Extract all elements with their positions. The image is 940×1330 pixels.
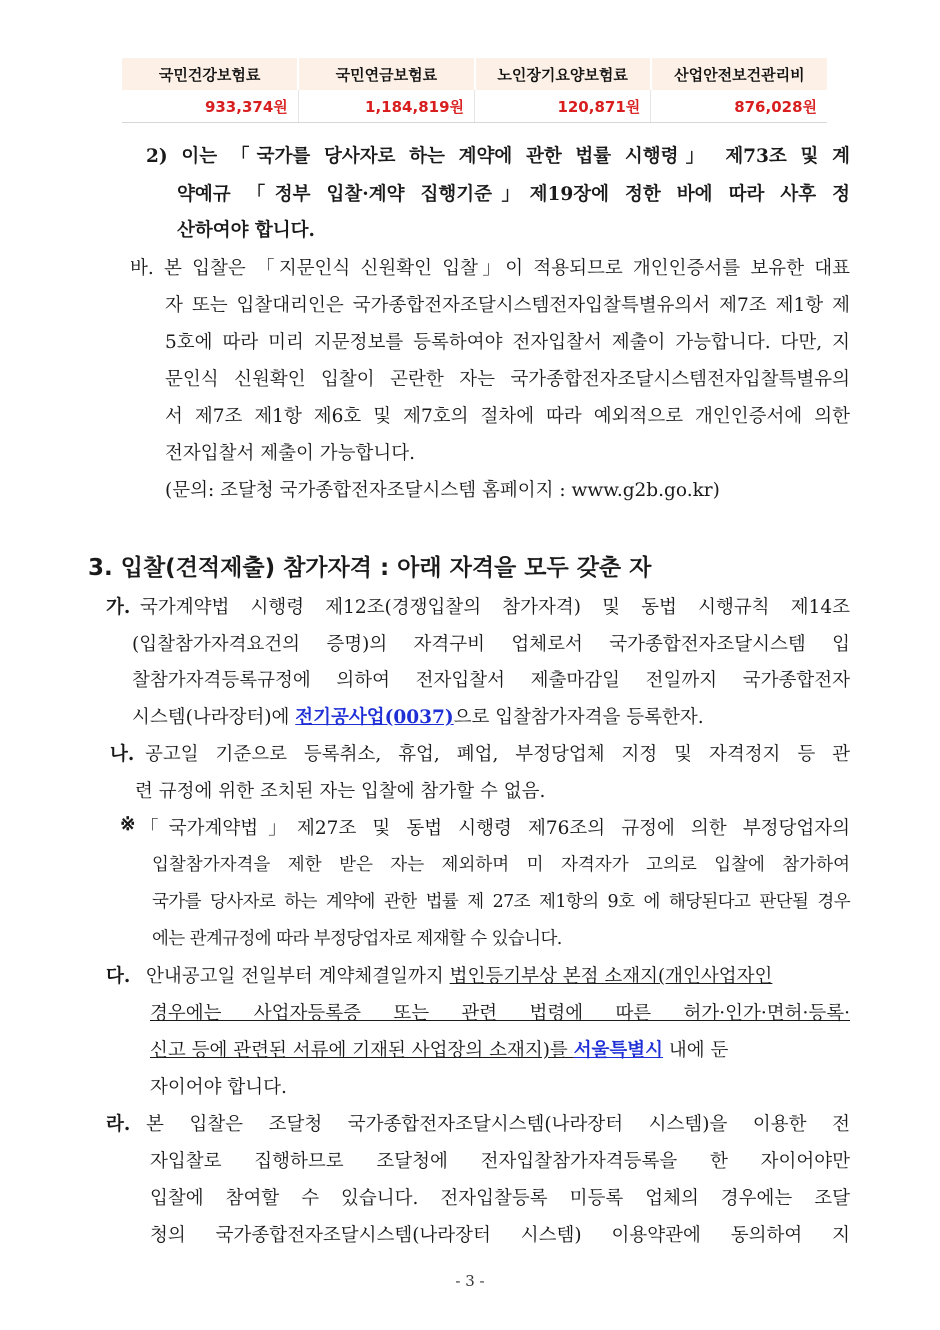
table-row	[122, 90, 827, 123]
item-marker: 라.	[106, 1114, 131, 1135]
item-da-line	[150, 1036, 728, 1062]
item-da-text: 안내공고일 전일부터 계약체결일까지	[146, 966, 450, 987]
page-number: - 3 -	[455, 1272, 485, 1290]
item-ra-line: 청의 국가종합전자조달시스템(나라장터 시스템) 이용약관에 동의하여 지	[150, 1225, 850, 1246]
insurance-table	[122, 58, 827, 123]
section-heading: 3. 입찰(견적제출) 참가자격 : 아래 자격을 모두 갖춘 자	[88, 555, 652, 581]
item2-line: 약예규 「정부 입찰·계약 집행기준」제19장에 정한 바에 따라 사후 정	[177, 184, 850, 205]
note-line: 입찰참가자격을 제한 받은 자는 제외하며 미 자격자가 고의로 입찰에 참가하여	[152, 855, 850, 875]
region-link[interactable]: 서울특별시	[573, 1040, 664, 1061]
item-na-line: 련 규정에 위한 조치된 자는 입찰에 참가할 수 없음.	[135, 781, 546, 802]
item-ga-line	[132, 703, 704, 729]
item-da-text: 내에 둔	[663, 1040, 729, 1061]
item-da-line: 경우에는 사업자등록증 또는 관련 법령에 따른 허가·인가·면허·등록·	[150, 1003, 850, 1024]
header-cell: 산업안전보건관리비	[651, 58, 827, 90]
item-ra-line: 본 입찰은 조달청 국가종합전자조달시스템(나라장터 시스템)을 이용한 전	[146, 1114, 850, 1135]
table-header-row	[122, 58, 827, 90]
item-ra-line: 입찰에 참여할 수 있습니다. 전자입찰등록 미등록 업체의 경우에는 조달	[150, 1188, 850, 1209]
item-ga-line: 국가계약법 시행령 제12조(경쟁입찰의 참가자격) 및 동법 시행규칙 제14조	[140, 597, 850, 618]
item-ga-text: 으로 입찰참가자격을 등록한자.	[453, 707, 704, 728]
item-da-underlined: 법인등기부상 본점 소재지(개인사업자인	[449, 966, 773, 987]
item-ga-text: 시스템(나라장터)에	[132, 707, 296, 728]
note-marker: ※	[120, 814, 136, 835]
note-line: 「국가계약법」제27조 및 동법 시행령 제76조의 규정에 의한 부정당업자의	[140, 818, 850, 839]
item-ga-line: (입찰참가자격요건의 증명)의 자격구비 업체로서 국가종합전자조달시스템 입	[132, 634, 850, 655]
license-category-link[interactable]: 전기공사업(0037)	[295, 707, 454, 728]
item-ra-line: 자입찰로 집행하므로 조달청에 전자입찰참가자격등록을 한 자이어야만	[150, 1151, 850, 1172]
item-ga-line: 찰참가자격등록규정에 의하여 전자입찰서 제출마감일 전일까지 국가종합전자	[132, 670, 850, 691]
contact-info: (문의: 조달청 국가종합전자조달시스템 홈페이지 : www.g2b.go.kr)	[165, 480, 720, 501]
item-marker: 가.	[106, 597, 131, 618]
item-ba-line: 자 또는 입찰대리인은 국가종합전자조달시스템전자입찰특별유의서 제7조 제1항 제	[165, 295, 850, 316]
item-ba-line: 문인식 신원확인 입찰이 곤란한 자는 국가종합전자조달시스템전자입찰특별유의	[165, 369, 850, 390]
item-ba-line: 5호에 따라 미리 지문정보를 등록하여야 전자입찰서 제출이 가능합니다. 다만, 지	[165, 332, 850, 353]
item-da-line	[146, 962, 850, 988]
item-marker: 나.	[110, 744, 135, 765]
item-da-underlined: 신고 등에 관련된 서류에 기재된 사업장의 소재지)를	[150, 1040, 574, 1061]
note-line: 에는 관계규정에 따라 부정당업자로 제재할 수 있습니다.	[152, 929, 562, 949]
item2-line: 2) 이는 「국가를 당사자로 하는 계약에 관한 법률 시행령」 제73조 및 계	[146, 146, 850, 167]
note-line: 국가를 당사자로 하는 계약에 관한 법률 제 27조 제1항의 9호 에 해당된다고 판단될 경우	[152, 892, 850, 912]
header-cell: 국민연금보험료	[298, 58, 474, 90]
header-cell: 국민건강보험료	[122, 58, 298, 90]
item-marker: 다.	[106, 966, 131, 987]
value-cell: 120,871원	[475, 90, 651, 123]
item-na-line: 공고일 기준으로 등록취소, 휴업, 폐업, 부정당업체 지정 및 자격정지 등 관	[145, 744, 850, 765]
item-ba-line: 서 제7조 제1항 제6호 및 제7호의 절차에 따라 예외적으로 개인인증서에 의한	[165, 406, 850, 427]
value-cell: 1,184,819원	[298, 90, 474, 123]
item-da-line: 자이어야 합니다.	[150, 1077, 287, 1098]
header-cell: 노인장기요양보험료	[475, 58, 651, 90]
value-cell: 933,374원	[122, 90, 298, 123]
item-ba-line: 전자입찰서 제출이 가능합니다.	[165, 443, 415, 464]
item-ba-line: 바. 본 입찰은 「지문인식 신원확인 입찰」이 적용되므로 개인인증서를 보유한 대표	[130, 258, 850, 279]
item2-line: 산하여야 합니다.	[177, 220, 315, 241]
value-cell: 876,028원	[651, 90, 827, 123]
